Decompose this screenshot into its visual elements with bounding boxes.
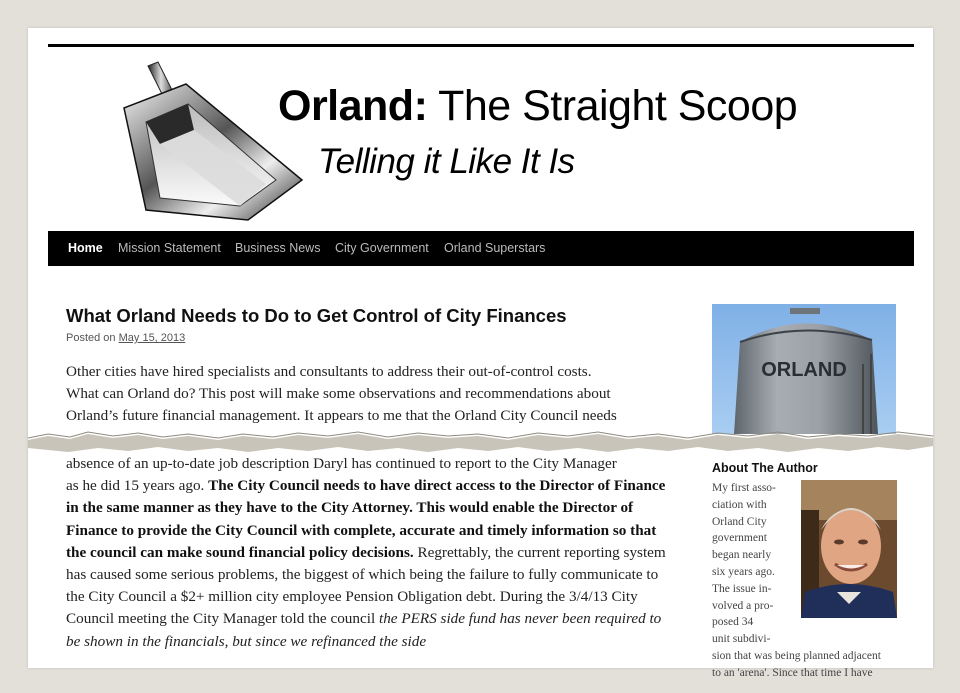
post-date-link[interactable]: May 15, 2013 xyxy=(118,332,186,344)
site-title-bold: Orland: xyxy=(278,82,428,130)
post-meta xyxy=(66,332,185,344)
main-nav xyxy=(48,231,914,266)
nav-mission-statement[interactable]: Mission Statement xyxy=(118,241,221,255)
post-line: absence of an up-to-date job description Daryl has continued to report to the City Manager xyxy=(66,455,617,472)
site-title[interactable] xyxy=(278,82,797,131)
nav-city-government[interactable]: City Government xyxy=(335,241,429,255)
nav-orland-superstars[interactable]: Orland Superstars xyxy=(444,241,546,255)
about-line: government xyxy=(712,532,767,545)
about-line: Orland City xyxy=(712,515,767,528)
post-line: Orland’s future financial management. It appears to me that the Orland City Council needs xyxy=(66,407,617,425)
post-body-lower xyxy=(66,453,666,653)
blog-page xyxy=(28,28,933,679)
about-line: posed 34 xyxy=(712,616,754,629)
about-line: My first asso- xyxy=(712,482,776,494)
about-line: to an 'arena'. Since that time I have xyxy=(712,666,873,679)
post-text: as he did 15 years ago. xyxy=(66,477,209,495)
about-author-heading: About The Author xyxy=(712,461,818,475)
about-line: unit subdivi- xyxy=(712,633,771,646)
post-meta-prefix: Posted on xyxy=(66,332,116,344)
torn-paper-divider xyxy=(28,424,933,460)
post-text: Regrettably, the current reporting system has caused some serious problems, the biggest of which being the failure to fully communicate to the City Council a $2+ million city employee Pension Obligation debt. During the 3/4/13 City Council meeting the City Manager told the council xyxy=(66,543,666,628)
post-line: Other cities have hired specialists and consultants to address their out-of-control costs. xyxy=(66,363,592,380)
water-tower-picture xyxy=(712,304,896,434)
about-line: ciation with xyxy=(712,498,767,511)
about-line: six years ago. xyxy=(712,565,775,578)
nav-business-news[interactable]: Business News xyxy=(235,241,321,255)
about-line: The issue in- xyxy=(712,582,772,595)
site-title-rest: The Straight Scoop xyxy=(427,82,798,130)
about-line: sion that was being planned adjacent xyxy=(712,649,881,662)
post-paragraph xyxy=(66,475,666,653)
header-rule xyxy=(48,44,914,47)
water-tower-image[interactable] xyxy=(712,304,896,434)
tower-text: ORLAND xyxy=(761,359,847,381)
post-italic-text: the PERS side fund has never been required to be shown in the financials, but since we refinanced the side xyxy=(66,610,662,650)
nav-home[interactable]: Home xyxy=(68,241,103,255)
about-line: began nearly xyxy=(712,549,772,562)
post-bold-text: The City Council needs to have direct access to the Director of Finance in the same manner as they have to the City Attorney. This would enable the Director of Finance to provide the City Council with complete, accurate and timely information so that the council can make sound financial policy decisions. xyxy=(66,477,666,561)
post-title[interactable]: What Orland Needs to Do to Get Control of City Finances xyxy=(66,305,567,326)
site-tagline: Telling it Like It Is xyxy=(318,142,575,181)
post-line: What can Orland do? This post will make some observations and recommendations about xyxy=(66,385,611,403)
author-portrait xyxy=(801,480,897,618)
author-photo[interactable] xyxy=(801,480,897,618)
about-line: volved a pro- xyxy=(712,599,774,612)
